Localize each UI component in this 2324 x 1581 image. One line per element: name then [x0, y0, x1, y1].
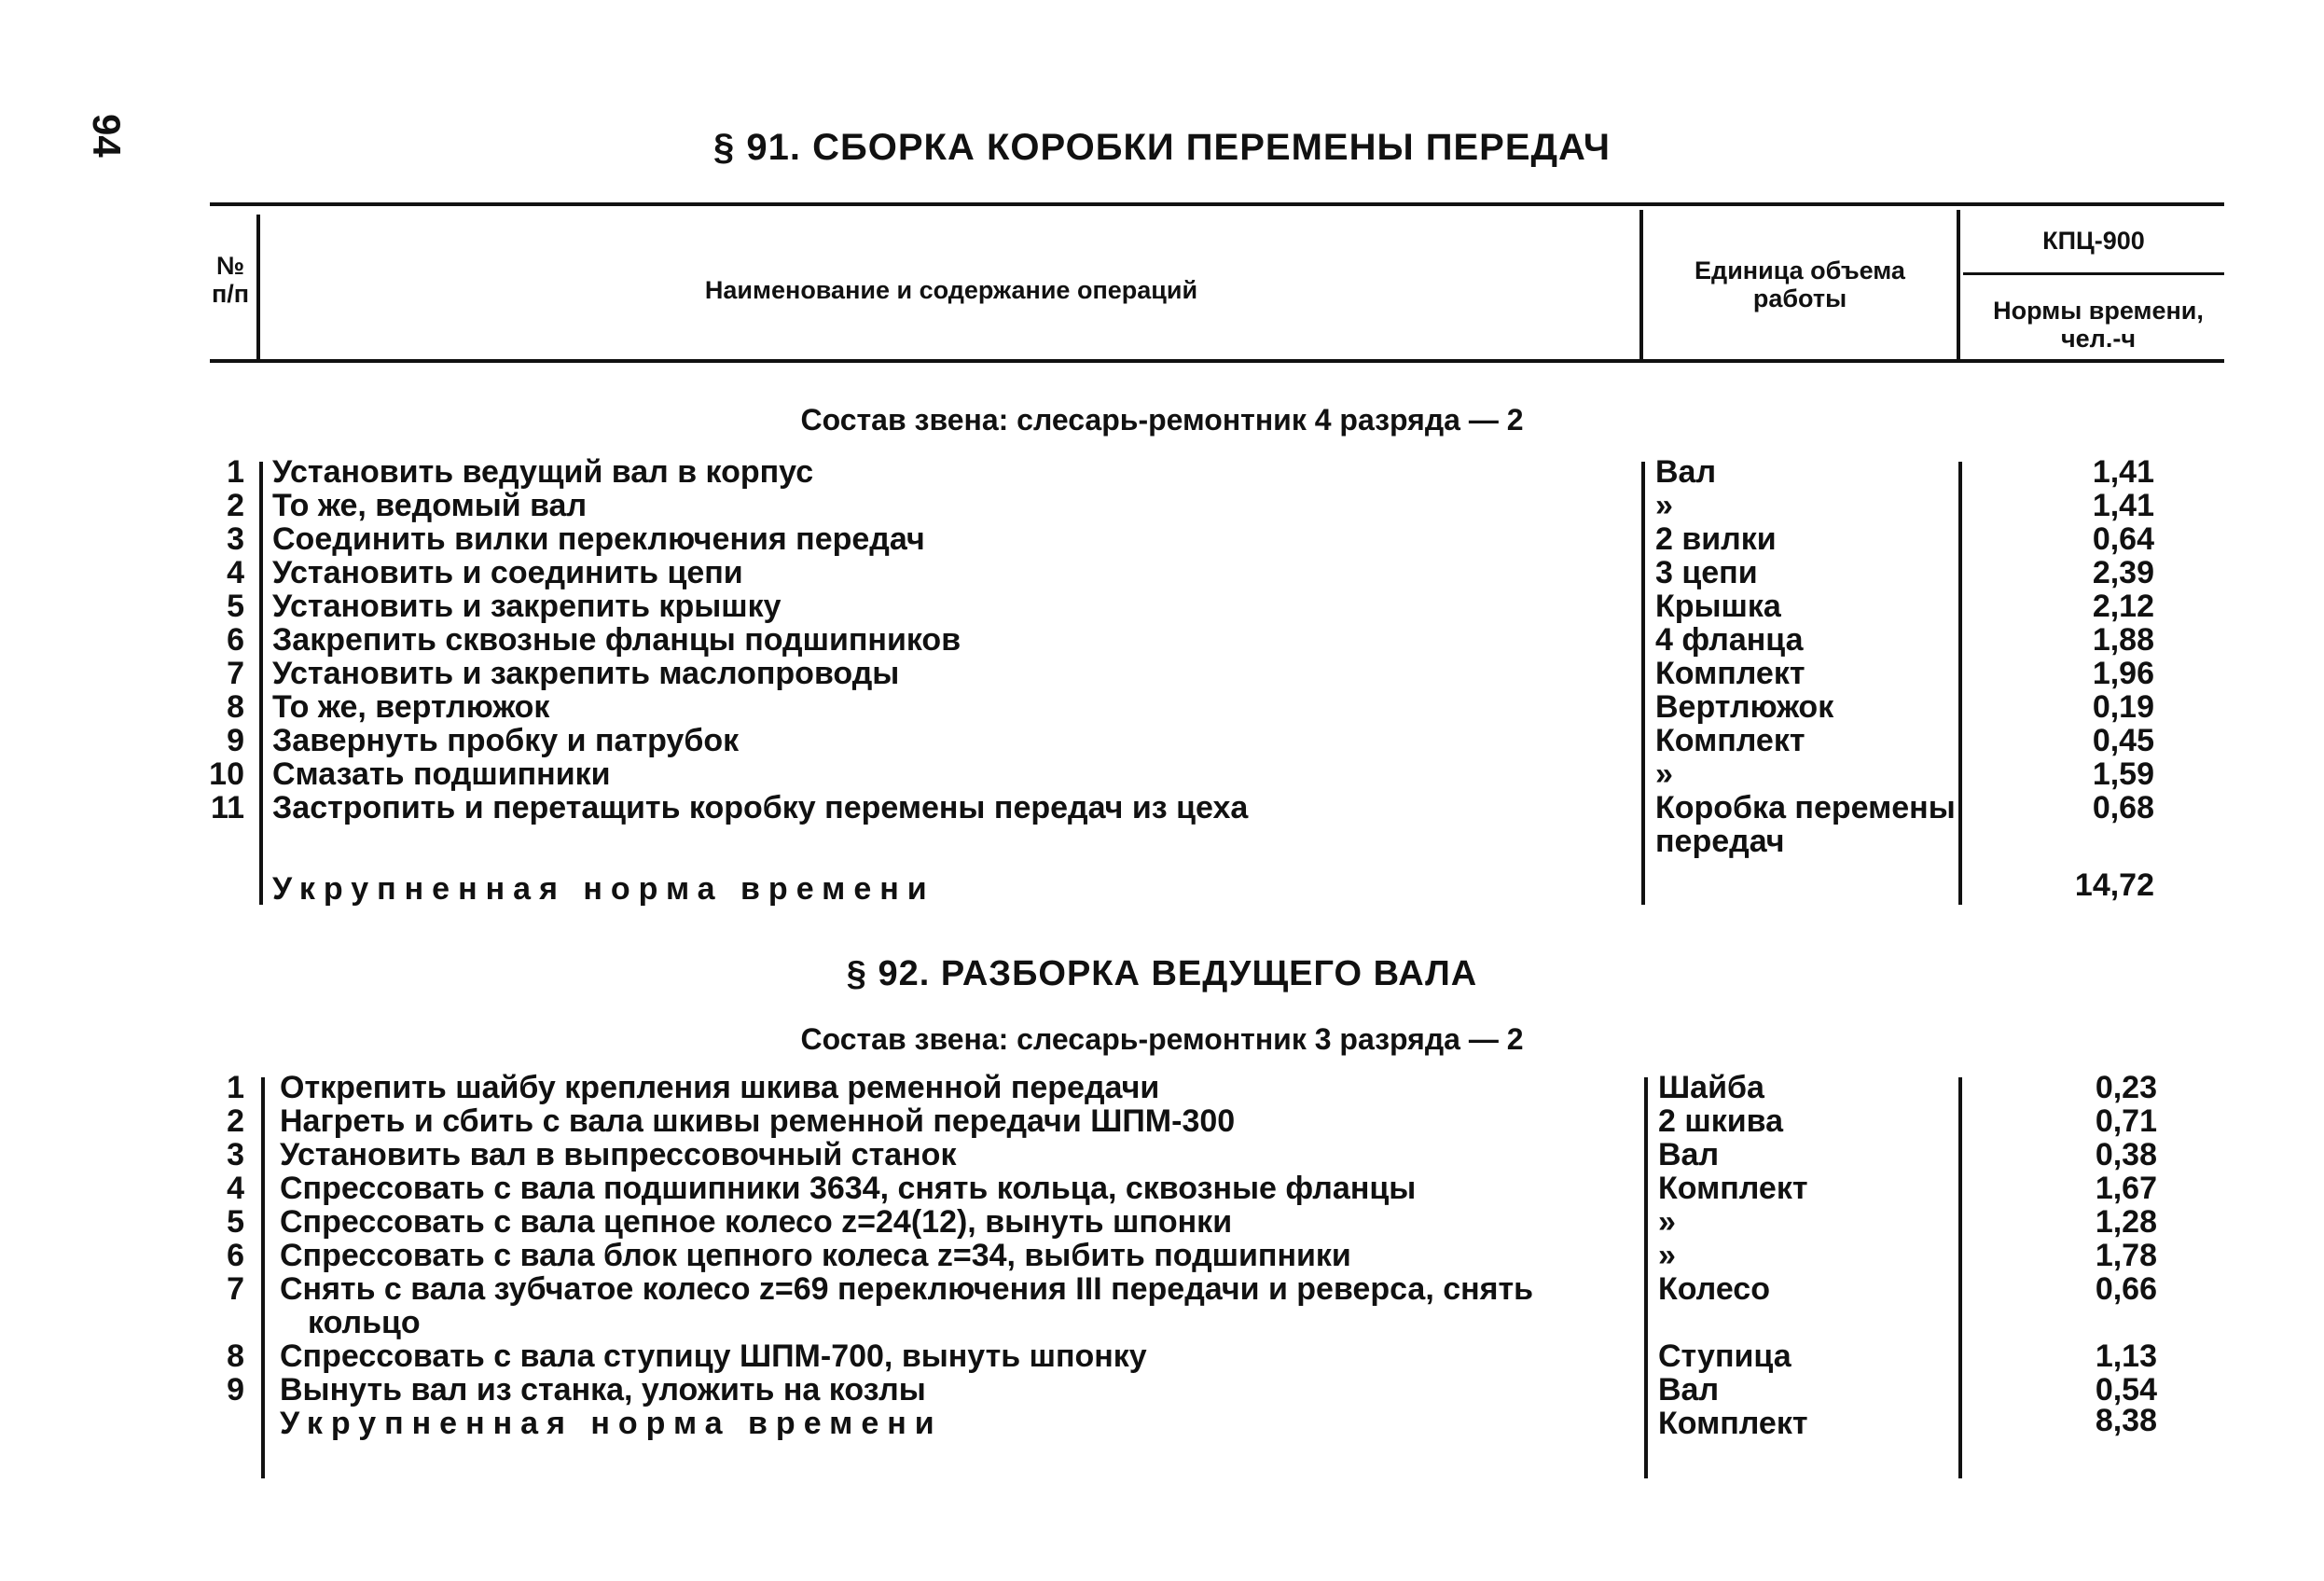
- s92-divider-1: [261, 1077, 265, 1478]
- time-norm: 1,96: [2092, 656, 2154, 691]
- operation-name: То же, вертлюжок: [272, 689, 550, 725]
- time-norm: 1,28: [2095, 1204, 2157, 1240]
- row-number: 7: [227, 1271, 244, 1307]
- work-unit: Ступица: [1658, 1338, 1791, 1374]
- row-number: 7: [227, 656, 244, 691]
- row-number: 8: [227, 689, 244, 725]
- work-unit: Комплект: [1655, 723, 1805, 758]
- work-unit: 2 шкива: [1658, 1103, 1783, 1139]
- operation-name: Установить ведущий вал в корпус: [272, 454, 814, 490]
- operation-name: Установить вал в выпрессовочный станок: [280, 1137, 957, 1172]
- operation-name: Спрессовать с вала подшипники 3634, снять кольца, сквозные фланцы: [280, 1171, 1417, 1206]
- time-norm: 0,68: [2092, 790, 2154, 825]
- time-norm: 1,88: [2092, 622, 2154, 658]
- operation-name: То же, ведомый вал: [272, 488, 588, 523]
- operation-name: Нагреть и сбить с вала шкивы ременной передачи ШПМ-300: [280, 1103, 1236, 1139]
- row-number: 1: [227, 454, 244, 490]
- row-number: 6: [227, 1238, 244, 1273]
- operation-name: Установить и соединить цепи: [272, 555, 743, 590]
- work-unit: »: [1655, 488, 1673, 523]
- operation-name: Спрессовать с вала цепное колесо z=24(12), вынуть шпонки: [280, 1204, 1233, 1240]
- section-92-crew: Состав звена: слесарь-ремонтник 3 разряда — 2: [800, 1022, 1524, 1056]
- work-unit: »: [1658, 1238, 1676, 1273]
- time-norm: 0,23: [2095, 1070, 2157, 1105]
- work-unit: Колесо: [1658, 1271, 1770, 1307]
- header-divider-2: [1639, 210, 1643, 359]
- work-unit: Вал: [1658, 1137, 1720, 1172]
- header-name: Наименование и содержание операций: [704, 276, 1198, 304]
- s91-divider-3: [1958, 462, 1962, 905]
- time-norm: 0,19: [2092, 689, 2154, 725]
- s91-divider-1: [259, 462, 263, 905]
- row-number: 10: [209, 756, 244, 792]
- time-norm: 1,59: [2092, 756, 2154, 792]
- header-unit: Единица объема работы: [1695, 257, 1905, 312]
- s92-total-value: 8,38: [2095, 1403, 2157, 1438]
- time-norm: 0,66: [2095, 1271, 2157, 1307]
- work-unit: Крышка: [1655, 589, 1781, 624]
- time-norm: 0,54: [2095, 1372, 2157, 1408]
- operation-name: Установить и закрепить маслопроводы: [272, 656, 900, 691]
- section-92-title: § 92. РАЗБОРКА ВЕДУЩЕГО ВАЛА: [846, 954, 1478, 993]
- row-number: 3: [227, 521, 244, 557]
- time-norm: 1,41: [2092, 454, 2154, 490]
- row-number: 5: [227, 1204, 244, 1240]
- header-bottom-rule: [210, 359, 2224, 363]
- row-number: 4: [227, 1171, 244, 1206]
- row-number: 5: [227, 589, 244, 624]
- operation-name: Спрессовать с вала ступицу ШПМ-700, вынуть шпонку: [280, 1338, 1147, 1374]
- page-number: 94: [85, 114, 129, 158]
- header-divider-1: [256, 215, 260, 359]
- s92-total-label: Укрупненная норма времени: [280, 1406, 943, 1441]
- header-num: № п/п: [211, 252, 250, 308]
- time-norm: 0,45: [2092, 723, 2154, 758]
- s92-divider-3: [1958, 1077, 1962, 1478]
- s91-total-label: Укрупненная норма времени: [272, 871, 935, 907]
- time-norm: 0,71: [2095, 1103, 2157, 1139]
- operation-name: Смазать подшипники: [272, 756, 611, 792]
- row-number: 6: [227, 622, 244, 658]
- time-norm: 2,12: [2092, 589, 2154, 624]
- operation-name: Снять с вала зубчатое колесо z=69 переключения III передачи и реверса, снять: [280, 1271, 1534, 1307]
- work-unit-continued: передач: [1655, 824, 1785, 859]
- s91-divider-2: [1641, 462, 1645, 905]
- row-number: 11: [211, 790, 244, 825]
- section-91-crew: Состав звена: слесарь-ремонтник 4 разряда — 2: [800, 403, 1524, 437]
- row-number: 3: [227, 1137, 244, 1172]
- time-norm: 1,13: [2095, 1338, 2157, 1374]
- section-91-title: § 91. СБОРКА КОРОБКИ ПЕРЕМЕНЫ ПЕРЕДАЧ: [713, 127, 1611, 168]
- header-top-rule: [210, 202, 2224, 206]
- operation-name: Застропить и перетащить коробку перемены передач из цеха: [272, 790, 1249, 825]
- work-unit: 3 цепи: [1655, 555, 1758, 590]
- s92-total-unit: Комплект: [1658, 1406, 1808, 1441]
- s92-divider-2: [1644, 1077, 1648, 1478]
- row-number: 8: [227, 1338, 244, 1374]
- work-unit: Коробка перемены: [1655, 790, 1956, 825]
- operation-name: Закрепить сквозные фланцы подшипников: [272, 622, 961, 658]
- time-norm: 1,41: [2092, 488, 2154, 523]
- work-unit: Шайба: [1658, 1070, 1764, 1105]
- row-number: 2: [227, 488, 244, 523]
- row-number: 4: [227, 555, 244, 590]
- row-number: 1: [227, 1070, 244, 1105]
- operation-name: Завернуть пробку и патрубок: [272, 723, 740, 758]
- work-unit: Комплект: [1655, 656, 1805, 691]
- time-norm: 1,78: [2095, 1238, 2157, 1273]
- header-sub-rule: [1963, 272, 2224, 275]
- operation-name-continued: кольцо: [308, 1305, 421, 1340]
- work-unit: Вал: [1655, 454, 1717, 490]
- time-norm: 2,39: [2092, 555, 2154, 590]
- operation-name: Вынуть вал из станка, уложить на козлы: [280, 1372, 926, 1408]
- header-model: КПЦ-900: [2042, 227, 2145, 255]
- time-norm: 0,64: [2092, 521, 2154, 557]
- work-unit: 2 вилки: [1655, 521, 1777, 557]
- work-unit: Вертлюжок: [1655, 689, 1834, 725]
- work-unit: Вал: [1658, 1372, 1720, 1408]
- operation-name: Установить и закрепить крышку: [272, 589, 782, 624]
- s91-total-value: 14,72: [2074, 867, 2154, 903]
- work-unit: »: [1655, 756, 1673, 792]
- header-divider-3: [1957, 210, 1960, 359]
- operation-name: Спрессовать с вала блок цепного колеса z=34, выбить подшипники: [280, 1238, 1351, 1273]
- work-unit: »: [1658, 1204, 1676, 1240]
- row-number: 9: [227, 1372, 244, 1408]
- time-norm: 0,38: [2095, 1137, 2157, 1172]
- row-number: 2: [227, 1103, 244, 1139]
- work-unit: Комплект: [1658, 1171, 1808, 1206]
- row-number: 9: [227, 723, 244, 758]
- operation-name: Соединить вилки переключения передач: [272, 521, 925, 557]
- work-unit: 4 фланца: [1655, 622, 1804, 658]
- time-norm: 1,67: [2095, 1171, 2157, 1206]
- header-norm: Нормы времени, чел.-ч: [1993, 297, 2204, 353]
- operation-name: Открепить шайбу крепления шкива ременной передачи: [280, 1070, 1160, 1105]
